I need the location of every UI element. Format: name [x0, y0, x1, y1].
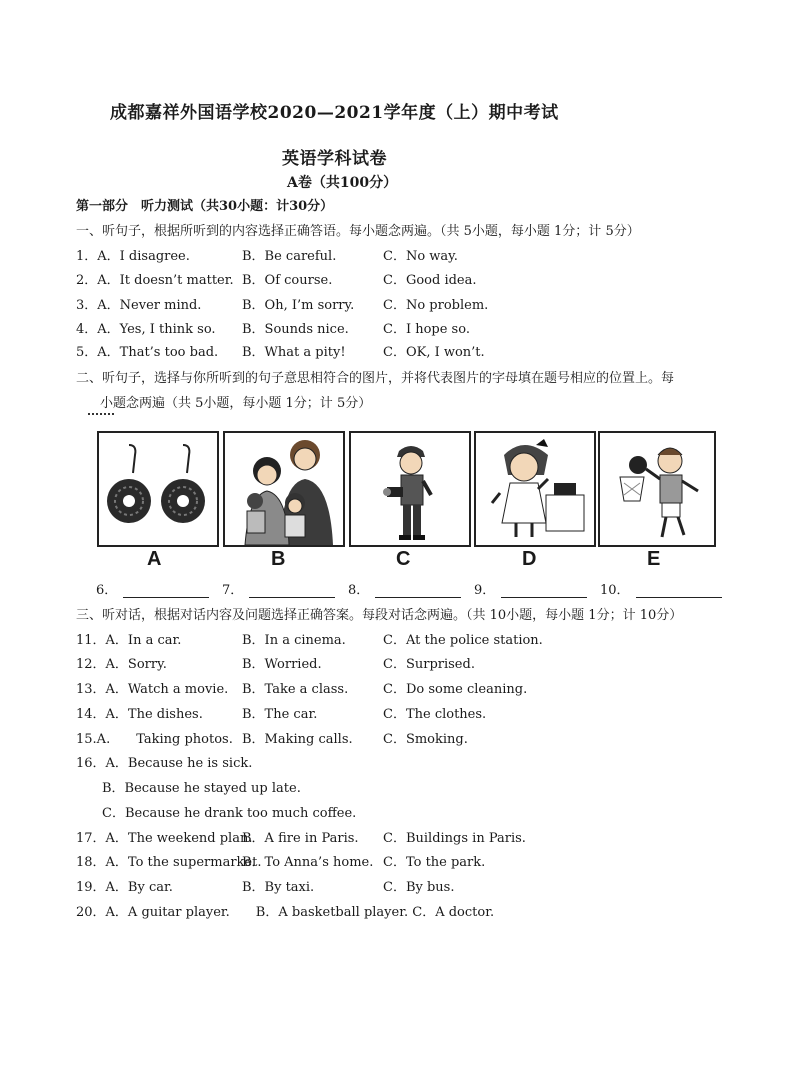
blank-number: 8．: [348, 583, 370, 598]
picture-b: [223, 431, 345, 547]
question-option-a: 2．A．It doesn’t matter.: [76, 273, 234, 288]
question-option-b: B．Take a class.: [242, 682, 349, 697]
question-option-a: 15.A. Taking photos.: [76, 732, 233, 747]
blank-number: 6．: [96, 583, 118, 598]
scan-mark: [88, 413, 114, 417]
blank-number: 9．: [474, 583, 496, 598]
section3-instruction: 三、听对话，根据对话内容及问题选择正确答案。每段对话念两遍。（共 10小题，每小题 1分；计 10分）: [76, 608, 683, 623]
question-option-b: B．Worried.: [242, 657, 322, 672]
question-16-option-b: B．Because he stayed up late.: [102, 781, 301, 796]
question-option-b: B．Of course.: [242, 273, 333, 288]
picture-c: [349, 431, 471, 547]
question-option-c: C．To the park.: [383, 855, 486, 870]
answer-blank-9[interactable]: [474, 579, 587, 598]
picture-label-c: C: [396, 548, 411, 570]
question-option-c: C．Good idea.: [383, 273, 477, 288]
question-option-a: 14．A．The dishes.: [76, 707, 203, 722]
volume-label: A卷（共100分）: [287, 175, 398, 191]
earrings-icon: [99, 433, 217, 545]
blank-number: 10．: [600, 583, 630, 598]
question-option-b: B．A fire in Paris.: [242, 831, 359, 846]
photographer-icon: [351, 433, 469, 545]
answer-blank-6[interactable]: [96, 579, 209, 598]
question-option-c: C．By bus.: [383, 880, 455, 895]
question-16-option-c: C．Because he drank too much coffee.: [102, 806, 357, 821]
question-option-a: 17．A．The weekend plan.: [76, 831, 253, 846]
question-option-b: B．To Anna’s home.: [242, 855, 374, 870]
question-option-a: 11．A．In a car.: [76, 633, 182, 648]
subject-title: 英语学科试卷: [282, 149, 387, 169]
question-option-a: 12．A．Sorry.: [76, 657, 167, 672]
picture-e: [598, 431, 716, 547]
section2-instruction-cont: 小题念两遍（共 5小题，每小题 1分；计 5分）: [100, 396, 372, 411]
answer-blank-10[interactable]: [600, 579, 722, 598]
question-option-a: 3．A．Never mind.: [76, 298, 202, 313]
girl-on-phone-icon: [476, 433, 594, 545]
picture-label-a: A: [147, 548, 162, 570]
section2-instruction: 二、听句子，选择与你所听到的句子意思相符合的图片，并将代表图片的字母填在题号相应的位置上。每: [76, 371, 675, 386]
question-option-a: 4．A．Yes, I think so.: [76, 322, 216, 337]
picture-d: [474, 431, 596, 547]
question-option-a: 5．A．That’s too bad.: [76, 345, 219, 360]
question-option-c: C．Surprised.: [383, 657, 475, 672]
answer-blank-8[interactable]: [348, 579, 461, 598]
exam-title: 成都嘉祥外国语学校2020—2021学年度（上）期中考试: [110, 103, 559, 123]
question-option-c: C．No way.: [383, 249, 458, 264]
question-option-b: B．Sounds nice.: [242, 322, 349, 337]
picture-label-b: B: [271, 548, 286, 570]
question-16-option-a: 16．A．Because he is sick.: [76, 756, 253, 771]
family-icon: [225, 433, 343, 545]
picture-a: [97, 431, 219, 547]
question-option-a: 18．A．To the supermarket.: [76, 855, 262, 870]
answer-blank-7[interactable]: [222, 579, 335, 598]
question-option-c: C．OK, I won’t.: [383, 345, 485, 360]
section1-instruction: 一、听句子，根据所听到的内容选择正确答语。每小题念两遍。（共 5小题，每小题 1分；计 5分）: [76, 224, 640, 239]
part1-heading: 第一部分 听力测试（共30小题：计30分）: [76, 199, 334, 214]
question-20: 20．A．A guitar player. B．A basketball player. C．A doctor.: [76, 905, 495, 920]
question-option-c: C．At the police station.: [383, 633, 543, 648]
question-option-c: C．Do some cleaning.: [383, 682, 528, 697]
blank-line[interactable]: [249, 585, 335, 598]
question-option-c: C．Smoking.: [383, 732, 468, 747]
question-option-c: C．No problem.: [383, 298, 489, 313]
blank-line[interactable]: [636, 585, 722, 598]
question-option-b: B．Oh, I’m sorry.: [242, 298, 355, 313]
picture-label-d: D: [522, 548, 537, 570]
question-option-a: 13．A．Watch a movie.: [76, 682, 229, 697]
blank-line[interactable]: [501, 585, 587, 598]
blank-line[interactable]: [375, 585, 461, 598]
question-option-c: C．The clothes.: [383, 707, 487, 722]
question-option-b: B．The car.: [242, 707, 318, 722]
basketball-player-icon: [600, 433, 714, 545]
question-option-b: B．In a cinema.: [242, 633, 346, 648]
question-option-b: B．What a pity!: [242, 345, 346, 360]
question-option-b: B．By taxi.: [242, 880, 315, 895]
question-option-c: C．I hope so.: [383, 322, 470, 337]
question-option-c: C．Buildings in Paris.: [383, 831, 526, 846]
question-option-a: 19．A．By car.: [76, 880, 173, 895]
question-option-a: 1．A．I disagree.: [76, 249, 190, 264]
blank-line[interactable]: [123, 585, 209, 598]
question-option-b: B．Making calls.: [242, 732, 353, 747]
picture-label-e: E: [647, 548, 661, 570]
blank-number: 7．: [222, 583, 244, 598]
question-option-b: B．Be careful.: [242, 249, 337, 264]
